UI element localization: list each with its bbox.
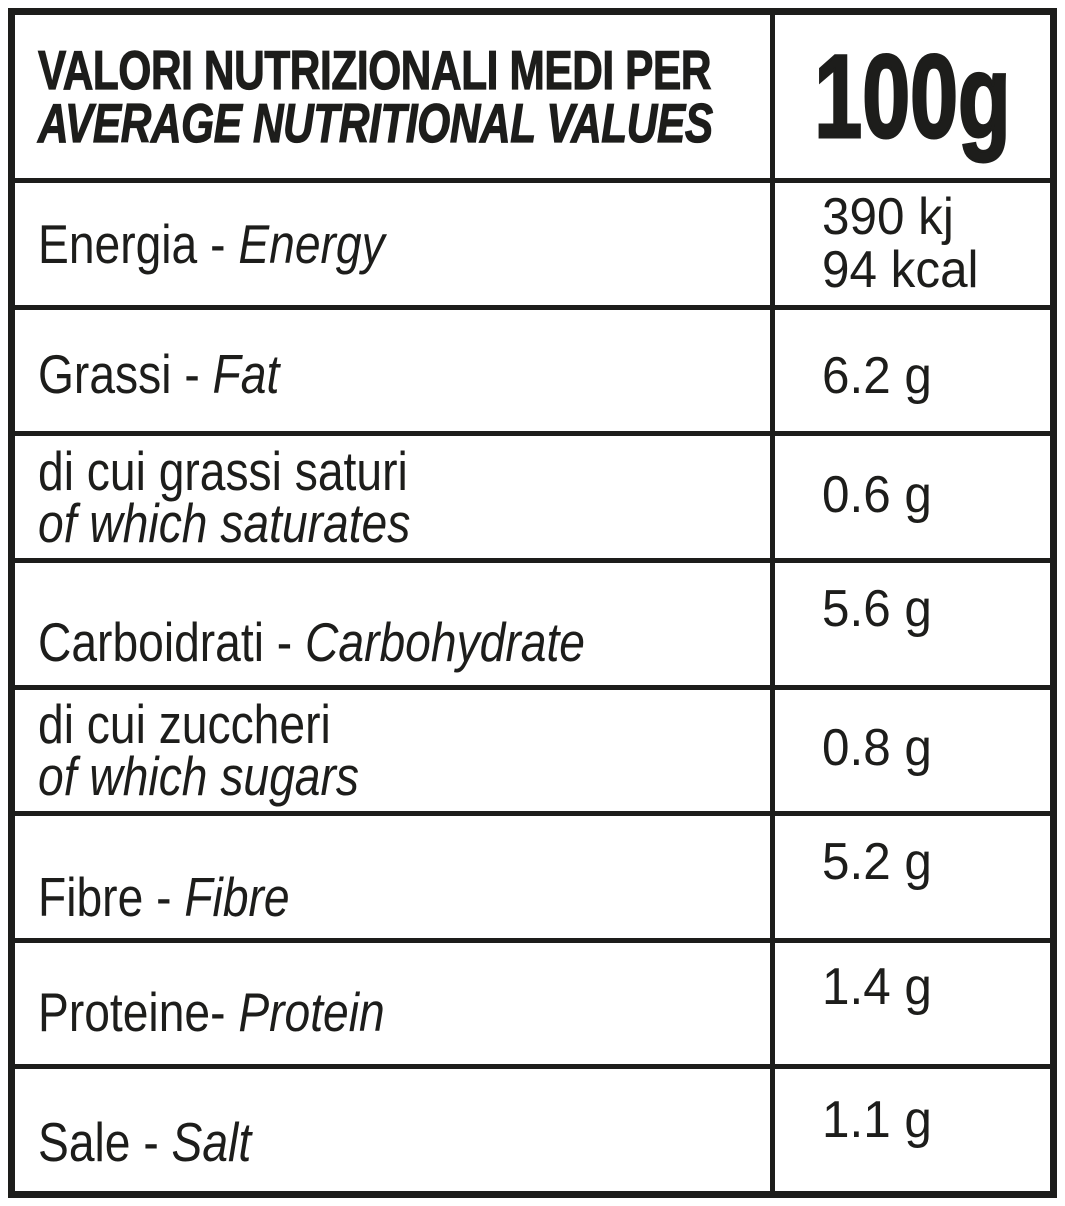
nutrient-value: 0.6 g bbox=[822, 465, 932, 524]
table-row bbox=[15, 685, 1050, 812]
label-italian: Carboidrati bbox=[38, 610, 264, 673]
nutrient-label bbox=[38, 343, 280, 406]
nutrient-value bbox=[822, 187, 979, 299]
label-english: of which saturates bbox=[38, 492, 411, 555]
table-row bbox=[15, 938, 1050, 1065]
label-italian: di cui grassi saturi bbox=[38, 440, 408, 503]
nutrient-label-cell bbox=[15, 1069, 775, 1191]
nutrient-label bbox=[38, 1111, 252, 1174]
table-row bbox=[15, 305, 1050, 432]
nutrient-label-cell bbox=[15, 436, 775, 558]
label-italian: di cui zuccheri bbox=[38, 693, 331, 756]
label-separator: - bbox=[210, 980, 239, 1043]
label-separator: - bbox=[130, 1111, 172, 1174]
value-line: 94 kcal bbox=[822, 240, 979, 299]
header-title-italian: VALORI NUTRIZIONALI MEDI PER bbox=[38, 38, 712, 101]
header-title-english: AVERAGE NUTRITIONAL VALUES bbox=[38, 91, 713, 154]
table-header-row bbox=[15, 15, 1050, 178]
header-title bbox=[38, 38, 713, 154]
nutrition-table bbox=[8, 8, 1057, 1198]
label-separator: - bbox=[197, 212, 239, 275]
nutrient-value: 6.2 g bbox=[822, 346, 932, 405]
nutrient-label bbox=[38, 610, 585, 673]
label-english: of which sugars bbox=[38, 745, 359, 808]
label-english: Salt bbox=[171, 1111, 252, 1174]
label-english: Energy bbox=[238, 212, 385, 275]
label-italian: Proteine bbox=[38, 980, 211, 1043]
label-italian: Energia bbox=[38, 212, 198, 275]
label-english: Fibre bbox=[184, 865, 290, 928]
nutrient-label bbox=[38, 980, 385, 1043]
nutrient-value: 5.6 g bbox=[822, 580, 932, 639]
serving-amount: 100g bbox=[814, 30, 1011, 163]
value-line: 390 kj bbox=[822, 187, 954, 246]
label-italian: Grassi bbox=[38, 343, 172, 406]
nutrient-value-cell bbox=[775, 183, 1050, 305]
nutrient-value-cell bbox=[775, 943, 1050, 1065]
label-separator: - bbox=[171, 343, 213, 406]
nutrient-label-cell bbox=[15, 816, 775, 938]
table-row bbox=[15, 1064, 1050, 1191]
label-separator: - bbox=[143, 865, 185, 928]
nutrient-value: 1.4 g bbox=[822, 958, 932, 1017]
nutrient-label bbox=[38, 212, 385, 275]
nutrient-label-cell bbox=[15, 943, 775, 1065]
nutrient-label-cell bbox=[15, 310, 775, 432]
label-italian: Fibre bbox=[38, 865, 144, 928]
nutrient-value-cell bbox=[775, 436, 1050, 558]
table-row bbox=[15, 811, 1050, 938]
nutrient-value-cell bbox=[775, 1069, 1050, 1191]
table-row bbox=[15, 178, 1050, 305]
nutrient-value: 0.8 g bbox=[822, 718, 932, 777]
label-english: Protein bbox=[238, 980, 385, 1043]
nutrient-label-cell bbox=[15, 563, 775, 685]
header-amount-cell bbox=[775, 15, 1050, 178]
label-english: Fat bbox=[212, 343, 280, 406]
nutrient-value-cell bbox=[775, 563, 1050, 685]
nutrient-value-cell bbox=[775, 310, 1050, 432]
nutrient-label bbox=[38, 693, 359, 808]
nutrient-value: 5.2 g bbox=[822, 833, 932, 892]
table-row bbox=[15, 431, 1050, 558]
nutrient-value-cell bbox=[775, 690, 1050, 812]
nutrient-value-cell bbox=[775, 816, 1050, 938]
nutrient-label bbox=[38, 440, 411, 555]
header-title-cell bbox=[15, 15, 775, 178]
nutrient-label-cell bbox=[15, 690, 775, 812]
nutrient-label bbox=[38, 865, 290, 928]
label-separator: - bbox=[263, 610, 306, 673]
nutrient-value: 1.1 g bbox=[822, 1090, 932, 1149]
label-english: Carbohydrate bbox=[305, 610, 585, 673]
nutrient-label-cell bbox=[15, 183, 775, 305]
table-row bbox=[15, 558, 1050, 685]
label-italian: Sale bbox=[38, 1111, 131, 1174]
